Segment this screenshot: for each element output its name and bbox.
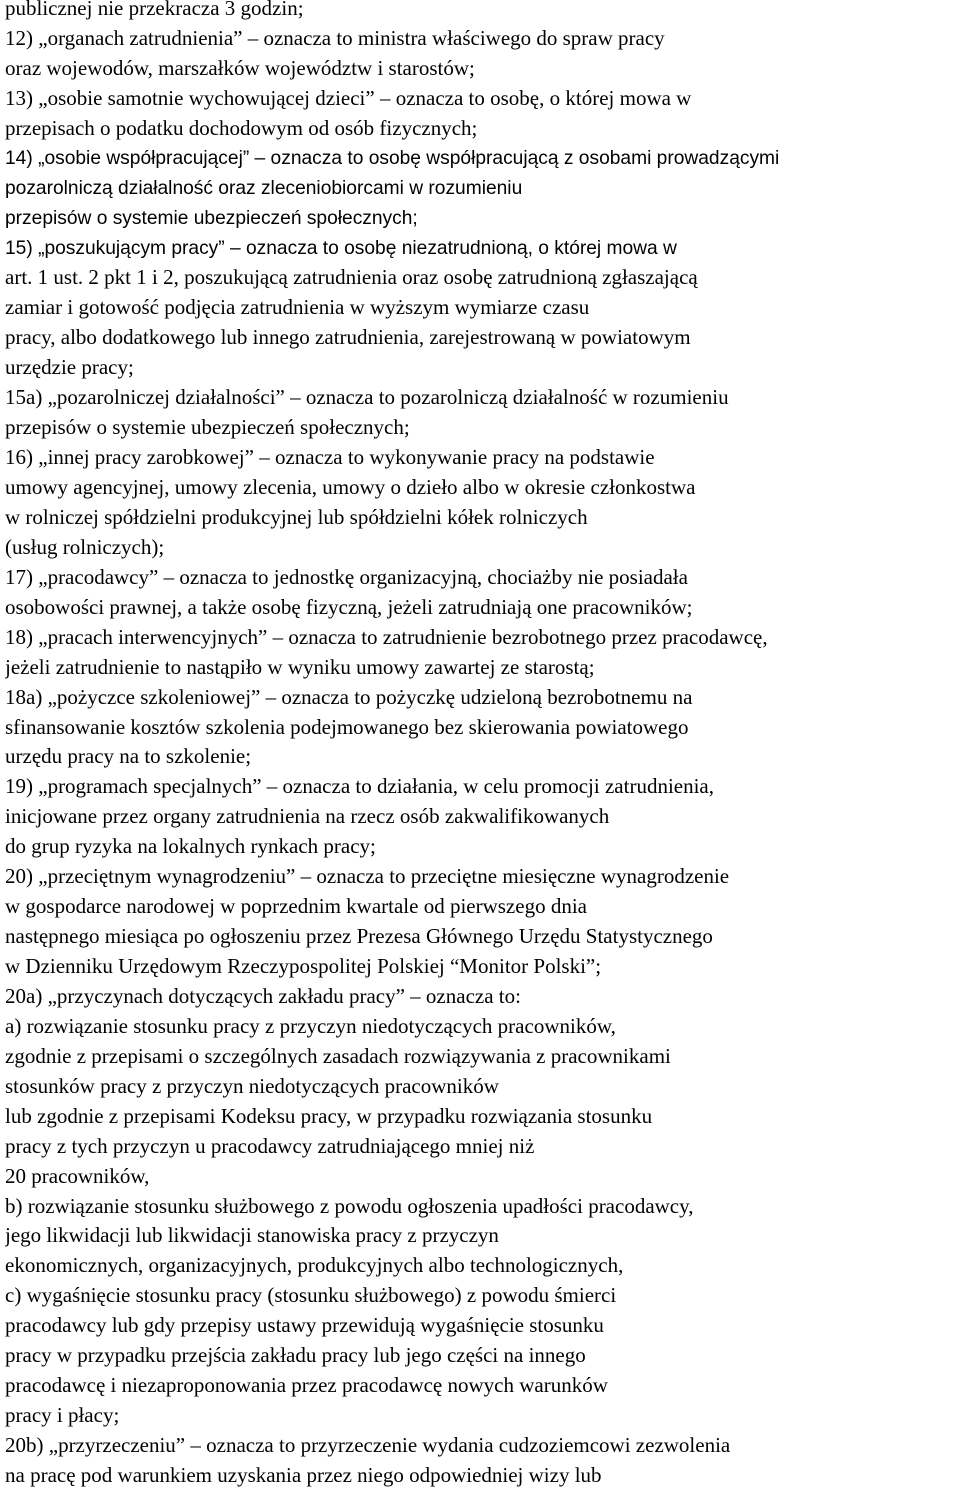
- text-line: 13) „osobie samotnie wychowującej dzieci” – oznacza to osobę, o której mowa w: [5, 85, 692, 110]
- text-line: pracodawcy lub gdy przepisy ustawy przewidują wygaśnięcie stosunku: [5, 1313, 604, 1338]
- text-line: pracy w przypadku przejścia zakładu pracy lub jego części na innego: [5, 1343, 586, 1368]
- text-line: (usług rolniczych);: [5, 534, 165, 559]
- text-line: 20) „przeciętnym wynagrodzeniu” – oznacza to przeciętne miesięczne wynagrodzenie: [5, 864, 730, 889]
- text-line: w gospodarce narodowej w poprzednim kwartale od pierwszego dnia: [5, 894, 587, 919]
- text-line: lub zgodnie z przepisami Kodeksu pracy, w przypadku rozwiązania stosunku: [5, 1103, 653, 1128]
- text-line: do grup ryzyka na lokalnych rynkach pracy;: [5, 834, 376, 859]
- text-line: 18a) „pożyczce szkoleniowej” – oznacza to pożyczkę udzieloną bezrobotnemu na: [5, 684, 693, 709]
- text-line: następnego miesiąca po ogłoszeniu przez Prezesa Głównego Urzędu Statystycznego: [5, 924, 713, 949]
- text-line: 17) „pracodawcy” – oznacza to jednostkę organizacyjną, chociażby nie posiadała: [5, 564, 688, 589]
- text-line: pracy i płacy;: [5, 1403, 120, 1428]
- text-line: umowy agencyjnej, umowy zlecenia, umowy o dzieło albo w okresie członkostwa: [5, 475, 696, 499]
- text-line: a) rozwiązanie stosunku pracy z przyczyn niedotyczących pracowników,: [5, 1013, 616, 1038]
- text-line: 15) „poszukującym pracy” – oznacza to osobę niezatrudnioną, o której mowa w: [5, 237, 677, 259]
- text-line: 18) „pracach interwencyjnych” – oznacza to zatrudnienie bezrobotnego przez pracodawcę,: [5, 624, 768, 649]
- text-line: na pracę pod warunkiem uzyskania przez niego odpowiedniej wizy lub: [5, 1462, 602, 1487]
- text-line: w Dzienniku Urzędowym Rzeczypospolitej Polskiej “Monitor Polski”;: [5, 954, 602, 978]
- text-line: ekonomicznych, organizacyjnych, produkcyjnych albo technologicznych,: [5, 1253, 624, 1278]
- text-line: pracodawcę i niezaproponowania przez pracodawcę nowych warunków: [5, 1373, 608, 1398]
- text-line: pracy z tych przyczyn u pracodawcy zatrudniającego mniej niż: [5, 1133, 535, 1158]
- text-line: osobowości prawnej, a także osobę fizyczną, jeżeli zatrudniają one pracowników;: [5, 594, 693, 619]
- text-line: jeżeli zatrudnienie to nastąpiło w wyniku umowy zawartej ze starostą;: [5, 654, 595, 679]
- text-line: stosunków pracy z przyczyn niedotyczących pracowników: [5, 1073, 499, 1098]
- text-line: 14) „osobie współpracującej” – oznacza to osobę współpracującą z osobami prowadzącymi: [5, 147, 780, 169]
- text-line: 20a) „przyczynach dotyczących zakładu pracy” – oznacza to:: [5, 983, 521, 1008]
- text-line: urzędu pracy na to szkolenie;: [5, 744, 252, 769]
- text-line: zgodnie z przepisami o szczególnych zasadach rozwiązywania z pracownikami: [5, 1043, 671, 1068]
- text-line: 19) „programach specjalnych” – oznacza to działania, w celu promocji zatrudnienia,: [5, 774, 715, 799]
- text-line: 20 pracowników,: [5, 1163, 150, 1188]
- text-line: 12) „organach zatrudnienia” – oznacza to ministra właściwego do spraw pracy: [5, 25, 665, 50]
- text-line: 20b) „przyrzeczeniu” – oznacza to przyrzeczenie wydania cudzoziemcowi zezwolenia: [5, 1433, 731, 1457]
- text-line: 16) „innej pracy zarobkowej” – oznacza to wykonywanie pracy na podstawie: [5, 445, 655, 470]
- text-line: pracy, albo dodatkowego lub innego zatrudnienia, zarejestrowaną w powiatowym: [5, 325, 691, 350]
- text-line: b) rozwiązanie stosunku służbowego z powodu ogłoszenia upadłości pracodawcy,: [5, 1193, 694, 1218]
- text-line: w rolniczej spółdzielni produkcyjnej lub spółdzielni kółek rolniczych: [5, 504, 588, 529]
- text-line: 15a) „pozarolniczej działalności” – oznacza to pozarolniczą działalność w rozumieniu: [5, 385, 729, 410]
- text-line: pozarolniczą działalność oraz zleceniobiorcami w rozumieniu: [5, 177, 523, 199]
- text-line: jego likwidacji lub likwidacji stanowiska pracy z przyczyn: [5, 1223, 499, 1248]
- text-line: art. 1 ust. 2 pkt 1 i 2, poszukującą zatrudnienia oraz osobę zatrudnioną zgłaszającą: [5, 265, 698, 290]
- text-line: zamiar i gotowość podjęcia zatrudnienia w wyższym wymiarze czasu: [5, 295, 590, 320]
- text-line: przepisów o systemie ubezpieczeń społecznych;: [5, 207, 418, 229]
- text-line: przepisach o podatku dochodowym od osób fizycznych;: [5, 115, 478, 140]
- text-line: publicznej nie przekracza 3 godzin;: [5, 0, 304, 20]
- text-line: oraz wojewodów, marszałków województw i starostów;: [5, 55, 475, 80]
- text-line: inicjowane przez organy zatrudnienia na rzecz osób zakwalifikowanych: [5, 804, 610, 829]
- text-line: sfinansowanie kosztów szkolenia podejmowanego bez skierowania powiatowego: [5, 714, 689, 739]
- text-line: przepisów o systemie ubezpieczeń społecznych;: [5, 415, 410, 440]
- text-line: c) wygaśnięcie stosunku pracy (stosunku służbowego) z powodu śmierci: [5, 1283, 617, 1308]
- text-line: urzędzie pracy;: [5, 355, 134, 380]
